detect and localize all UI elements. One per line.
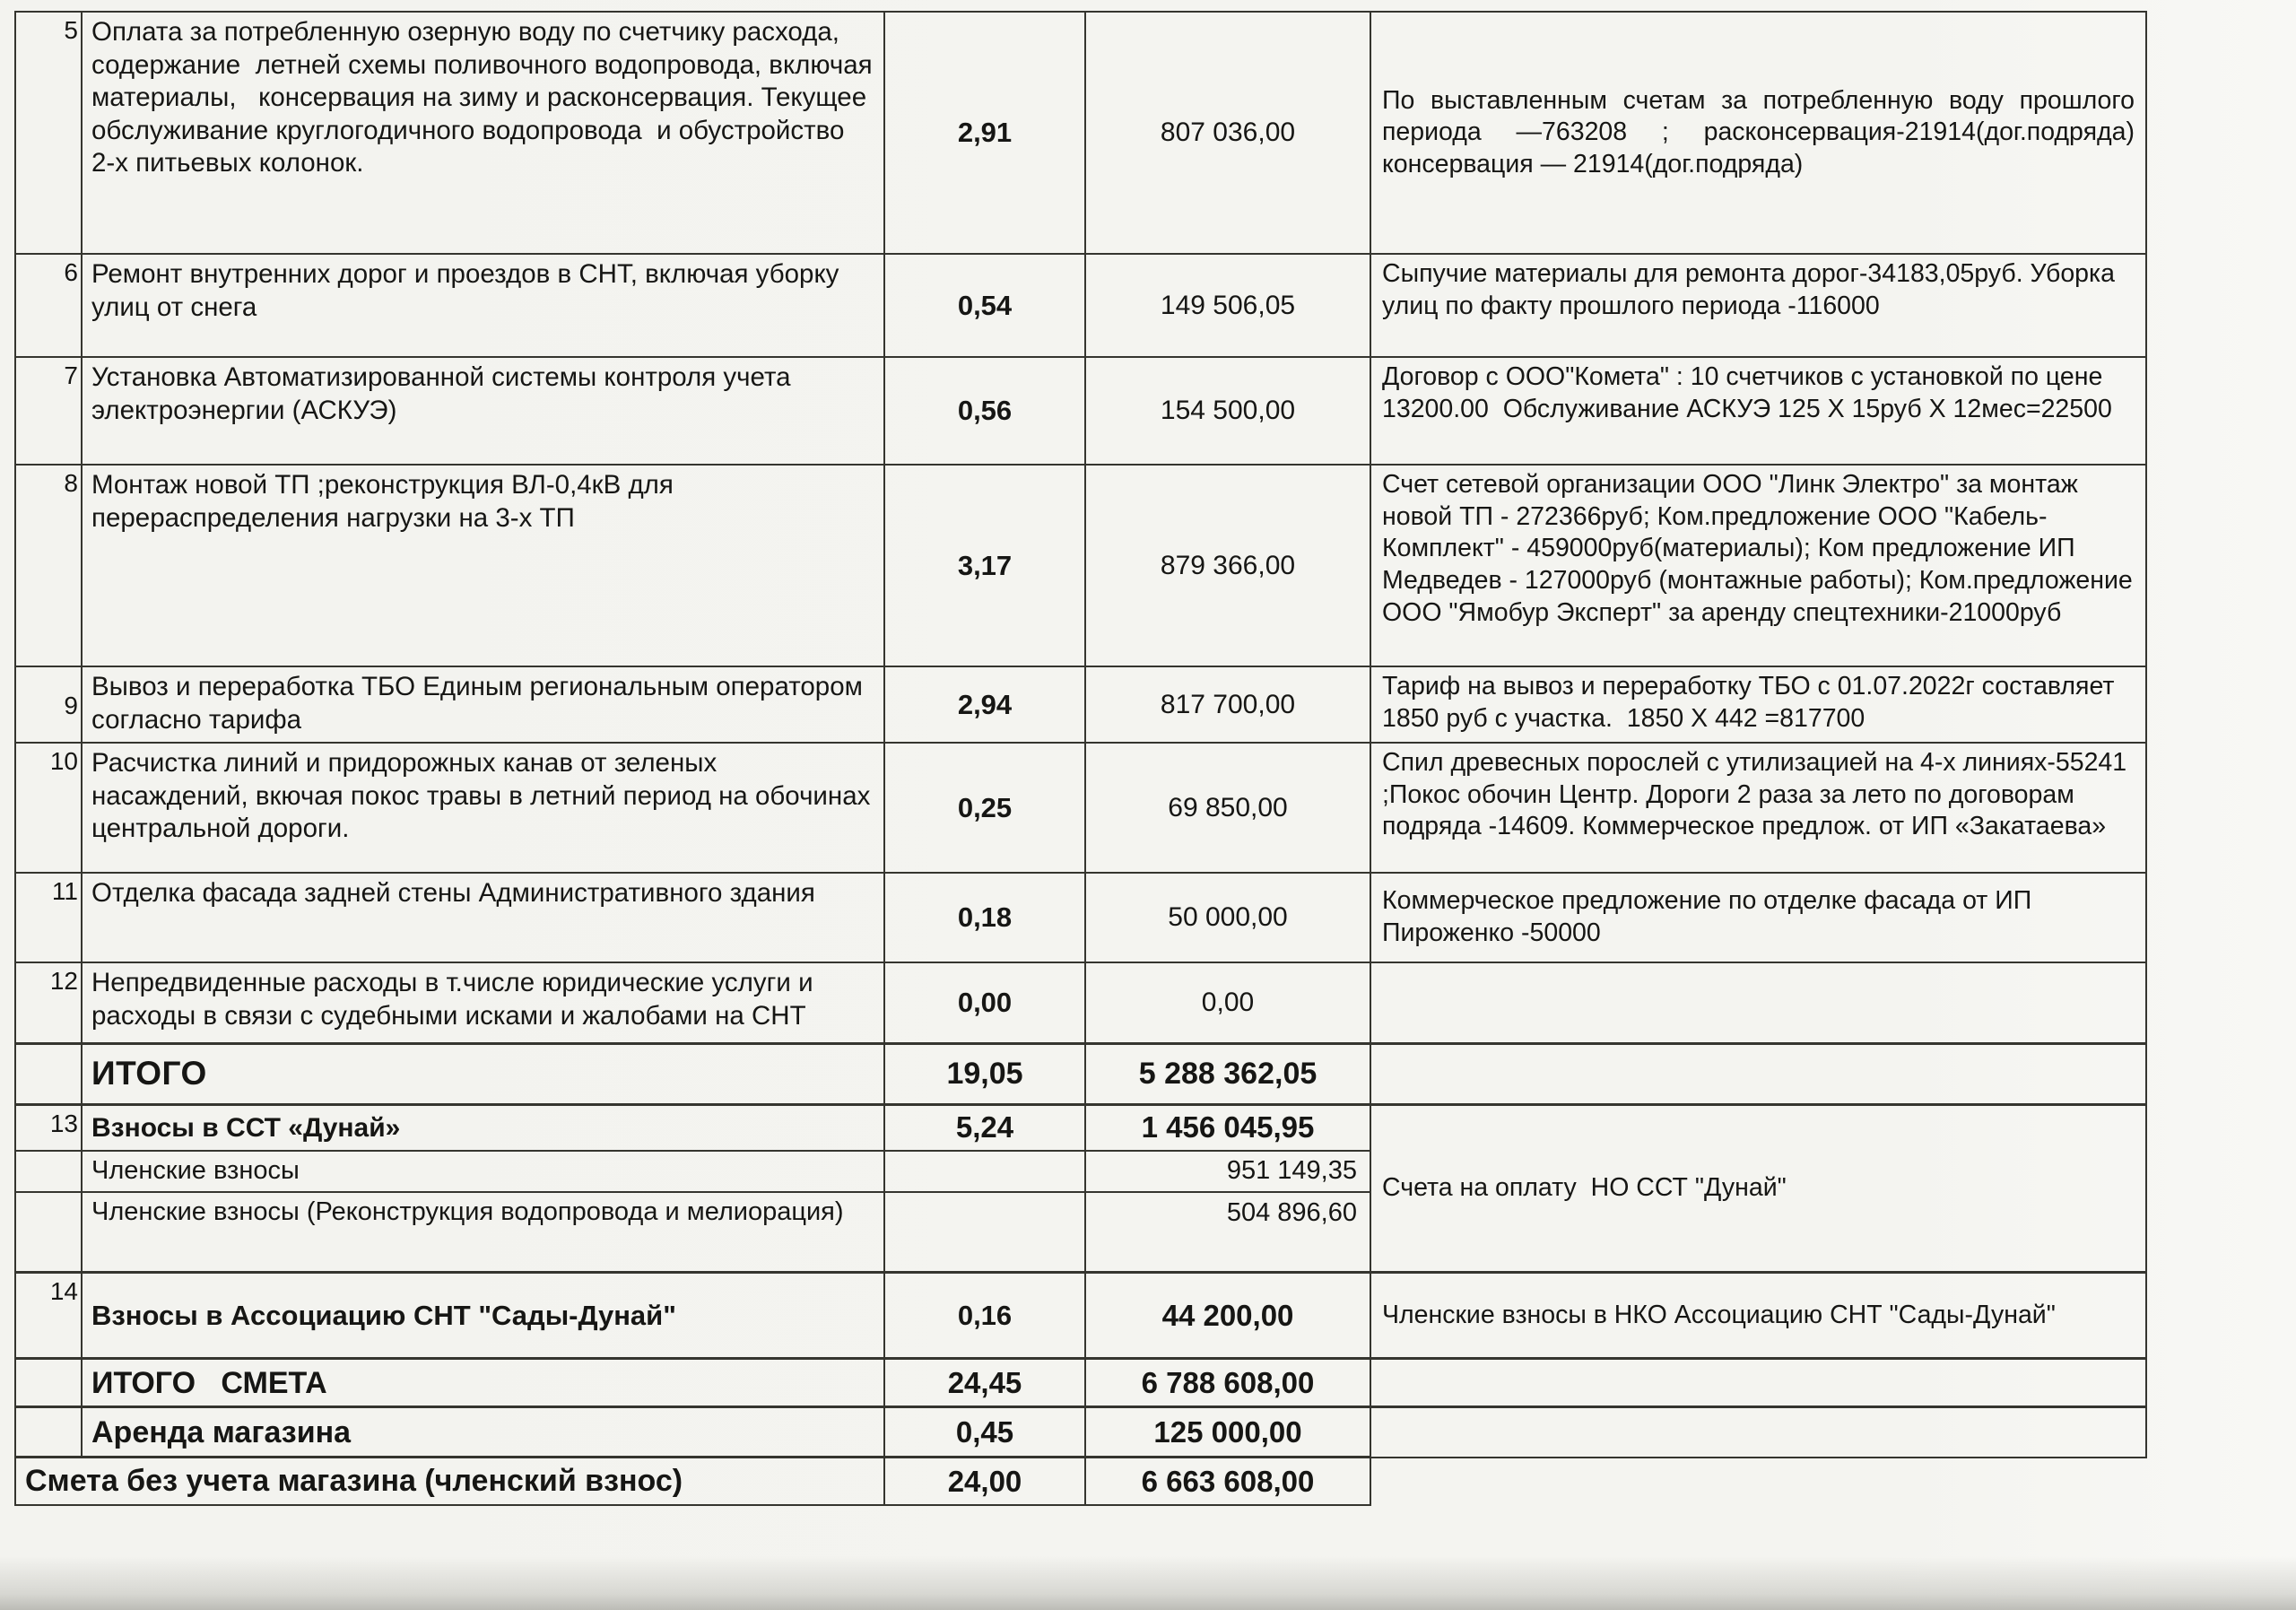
note-cell: Счета на оплату НО ССТ "Дунай" [1370, 1104, 2146, 1273]
table-row [15, 465, 2146, 666]
amount-cell: 50 000,00 [1085, 873, 1370, 962]
rate-cell: 0,56 [884, 357, 1085, 465]
description-cell: Взносы в ССТ «Дунай» [82, 1104, 884, 1151]
estimate-table [14, 11, 2147, 1506]
note-cell: Членские взносы в НКО Ассоциацию СНТ "Сады-Дунай" [1370, 1273, 2146, 1359]
rate-cell: 0,45 [884, 1407, 1085, 1458]
total-label-cell: Смета без учета магазина (членский взнос) [15, 1458, 884, 1505]
description-cell: Аренда магазина [82, 1407, 884, 1458]
table-row [15, 357, 2146, 465]
amount-cell: 149 506,05 [1085, 254, 1370, 357]
note-cell [1370, 1043, 2146, 1104]
amount-cell: 6 663 608,00 [1085, 1458, 1370, 1505]
note-cell: Счет сетевой организации ООО "Линк Электро" за монтаж новой ТП - 272366руб; Ком.предложение ООО "Кабель-Комплект" - 459000руб(материалы); Ком предложение ИП Медведев - 127000руб (монтажные работы); Ком.предложение ООО "Ямобур Эксперт" за аренду спецтехники-21000руб [1370, 465, 2146, 666]
row-number-cell [15, 1151, 82, 1192]
description-cell: Вывоз и переработка ТБО Единым региональным оператором согласно тарифа [82, 666, 884, 743]
row-number-cell: 6 [15, 254, 82, 357]
rate-cell: 2,91 [884, 12, 1085, 254]
amount-cell: 817 700,00 [1085, 666, 1370, 743]
total-label-cell: ИТОГО [82, 1043, 884, 1104]
total-row [15, 1458, 2146, 1505]
amount-cell: 125 000,00 [1085, 1407, 1370, 1458]
amount-cell: 951 149,35 [1085, 1151, 1370, 1192]
row-number-cell: 7 [15, 357, 82, 465]
note-cell [1370, 962, 2146, 1043]
table-row [15, 254, 2146, 357]
table-row [15, 1407, 2146, 1458]
description-cell: Монтаж новой ТП ;реконструкция ВЛ-0,4кВ для перераспределения нагрузки на 3-х ТП [82, 465, 884, 666]
description-cell: Членские взносы (Реконструкция водопровода и мелиорация) [82, 1192, 884, 1273]
row-number-cell [15, 1043, 82, 1104]
total-row [15, 1359, 2146, 1407]
row-number-cell: 12 [15, 962, 82, 1043]
rate-cell: 5,24 [884, 1104, 1085, 1151]
description-cell: Членские взносы [82, 1151, 884, 1192]
row-number-cell: 13 [15, 1104, 82, 1151]
table-row [15, 962, 2146, 1043]
description-cell: Отделка фасада задней стены Административного здания [82, 873, 884, 962]
table-row [15, 1273, 2146, 1359]
description-cell: Взносы в Ассоциацию СНТ "Сады-Дунай" [82, 1273, 884, 1359]
amount-cell: 1 456 045,95 [1085, 1104, 1370, 1151]
row-number-cell: 14 [15, 1273, 82, 1359]
scan-edge-shadow [0, 1556, 2296, 1610]
total-row [15, 1043, 2146, 1104]
rate-cell: 0,25 [884, 743, 1085, 873]
note-cell: Тариф на вывоз и переработку ТБО с 01.07.2022г составляет 1850 руб с участка. 1850 Х 442 =817700 [1370, 666, 2146, 743]
table-row [15, 743, 2146, 873]
amount-cell: 504 896,60 [1085, 1192, 1370, 1273]
row-number-cell: 11 [15, 873, 82, 962]
rate-cell: 2,94 [884, 666, 1085, 743]
note-cell: Сыпучие материалы для ремонта дорог-34183,05руб. Уборка улиц по факту прошлого периода -116000 [1370, 254, 2146, 357]
rate-cell [884, 1151, 1085, 1192]
rate-cell: 0,16 [884, 1273, 1085, 1359]
row-number-cell: 9 [15, 666, 82, 743]
row-number-cell: 8 [15, 465, 82, 666]
amount-cell: 154 500,00 [1085, 357, 1370, 465]
amount-cell: 69 850,00 [1085, 743, 1370, 873]
description-cell: Расчистка линий и придорожных канав от зеленых насаждений, вкючая покос травы в летний период на обочинах центральной дороги. [82, 743, 884, 873]
rate-cell: 0,18 [884, 873, 1085, 962]
note-cell [1370, 1359, 2146, 1407]
table-row [15, 873, 2146, 962]
empty-area [1370, 1458, 2146, 1505]
amount-cell: 0,00 [1085, 962, 1370, 1043]
rate-cell [884, 1192, 1085, 1273]
row-number-cell: 10 [15, 743, 82, 873]
amount-cell: 6 788 608,00 [1085, 1359, 1370, 1407]
rate-cell: 0,00 [884, 962, 1085, 1043]
amount-cell: 44 200,00 [1085, 1273, 1370, 1359]
rate-cell: 24,00 [884, 1458, 1085, 1505]
description-cell: Установка Автоматизированной системы контроля учета электроэнергии (АСКУЭ) [82, 357, 884, 465]
amount-cell: 879 366,00 [1085, 465, 1370, 666]
row-number-cell [15, 1359, 82, 1407]
row-number-cell [15, 1407, 82, 1458]
rate-cell: 3,17 [884, 465, 1085, 666]
table-row [15, 12, 2146, 254]
note-cell: По выставленным счетам за потребленную воду прошлого периода —763208 ; расконсервация-21914(дог.подряда) консервация — 21914(дог.подряда) [1370, 12, 2146, 254]
description-cell: Непредвиденные расходы в т.числе юридические услуги и расходы в связи с судебными исками и жалобами на СНТ [82, 962, 884, 1043]
total-label-cell: ИТОГО СМЕТА [82, 1359, 884, 1407]
note-cell: Договор с ООО"Комета" : 10 счетчиков с установкой по цене 13200.00 Обслуживание АСКУЭ 125 Х 15руб Х 12мес=22500 [1370, 357, 2146, 465]
table-row [15, 1104, 2146, 1151]
row-number-cell [15, 1192, 82, 1273]
table-row [15, 666, 2146, 743]
description-cell: Оплата за потребленную озерную воду по счетчику расхода, содержание летней схемы поливочного водопровода, включая материалы, консервация на зиму и расконсервация. Текущее обслуживание круглогодичного водопровода и обустройство 2-х питьевых колонок. [82, 12, 884, 254]
description-cell: Ремонт внутренних дорог и проездов в СНТ, включая уборку улиц от снега [82, 254, 884, 357]
rate-cell: 19,05 [884, 1043, 1085, 1104]
note-cell [1370, 1407, 2146, 1458]
amount-cell: 807 036,00 [1085, 12, 1370, 254]
note-cell: Коммерческое предложение по отделке фасада от ИП Пироженко -50000 [1370, 873, 2146, 962]
amount-cell: 5 288 362,05 [1085, 1043, 1370, 1104]
rate-cell: 24,45 [884, 1359, 1085, 1407]
row-number-cell: 5 [15, 12, 82, 254]
note-cell: Спил древесных порослей с утилизацией на 4-х линиях-55241 ;Покос обочин Центр. Дороги 2 раза за лето по договорам подряда -14609. Коммерческое предлож. от ИП «Закатаева» [1370, 743, 2146, 873]
rate-cell: 0,54 [884, 254, 1085, 357]
